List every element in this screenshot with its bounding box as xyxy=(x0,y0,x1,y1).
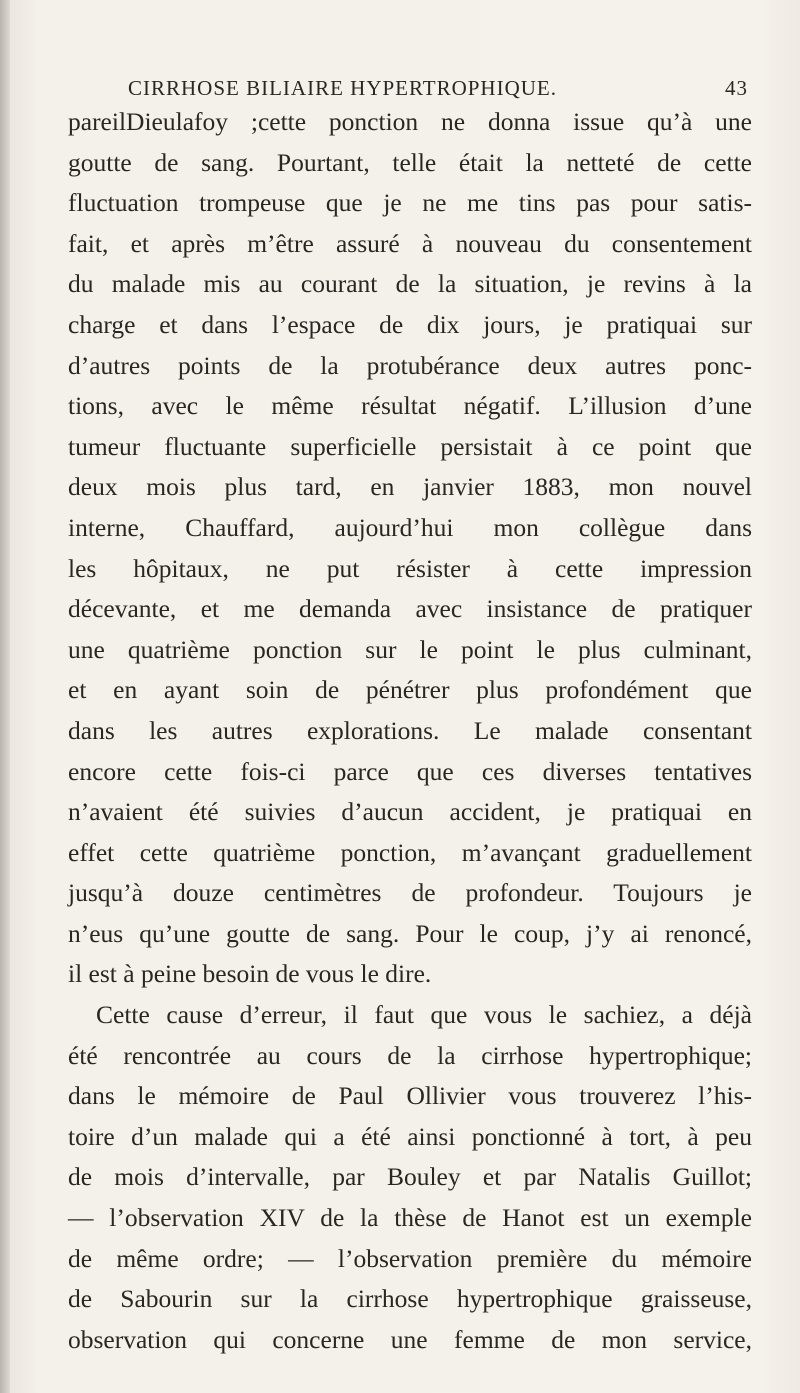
text-line: les hôpitaux, ne put résister à cette impression xyxy=(68,553,752,583)
text-line: deux mois plus tard, en janvier 1883, mon nouvel xyxy=(68,472,752,502)
text-line: et en ayant soin de pénétrer plus profondément que xyxy=(68,675,752,705)
text-line: toire d’un malade qui a été ainsi ponctionné à tort, à peu xyxy=(68,1121,752,1151)
text-line: pareilDieulafoy ;cette ponction ne donna issue qu’à une xyxy=(68,107,752,136)
paragraph-start-line: Cette cause d’erreur, il faut que vous le sachiez, a déjà xyxy=(96,1000,752,1030)
text-line: décevante, et me demanda avec insistance de pratiquer xyxy=(68,594,752,624)
text-line: d’autres points de la protubérance deux autres ponc- xyxy=(68,350,752,380)
text-line: de même ordre; — l’observation première du mémoire xyxy=(68,1243,752,1273)
text-line: été rencontrée au cours de la cirrhose hypertrophique; xyxy=(68,1040,752,1070)
text-line: dans les autres explorations. Le malade consentant xyxy=(68,715,752,745)
text-line: du malade mis au courant de la situation, je revins à la xyxy=(68,269,752,299)
text-line: de mois d’intervalle, par Bouley et par Natalis Guillot; xyxy=(68,1162,752,1192)
text-line: effet cette quatrième ponction, m’avançant graduellement xyxy=(68,837,752,867)
text-line: tumeur fluctuante superficielle persistait à ce point que xyxy=(68,431,752,461)
running-title: CIRRHOSE BILIAIRE HYPERTROPHIQUE. xyxy=(128,76,557,100)
text-line: fait, et après m’être assuré à nouveau du consentement xyxy=(68,228,752,258)
body-text xyxy=(68,102,752,1360)
text-line: — l’observation XIV de la thèse de Hanot est un exemple xyxy=(68,1203,752,1233)
text-line: dans le mémoire de Paul Ollivier vous trouverez l’his- xyxy=(68,1081,752,1111)
text-line: de Sabourin sur la cirrhose hypertrophique graisseuse, xyxy=(68,1284,752,1314)
text-line: interne, Chauffard, aujourd’hui mon collègue dans xyxy=(68,512,752,542)
text-line: fluctuation trompeuse que je ne me tins pas pour satis- xyxy=(68,188,752,218)
paragraph-end-line: il est à peine besoin de vous le dire. xyxy=(68,959,432,989)
page-gutter-shadow xyxy=(0,0,10,1393)
text-line: tions, avec le même résultat négatif. L’illusion d’une xyxy=(68,391,752,421)
text-line: charge et dans l’espace de dix jours, je pratiquai sur xyxy=(68,309,752,339)
text-line: jusqu’à douze centimètres de profondeur. Toujours je xyxy=(68,878,752,908)
text-line: observation qui concerne une femme de mon service, xyxy=(68,1324,752,1354)
page-number: 43 xyxy=(725,76,748,100)
text-line: une quatrième ponction sur le point le plus culminant, xyxy=(68,634,752,664)
text-line: goutte de sang. Pourtant, telle était la netteté de cette xyxy=(68,147,752,177)
text-line: n’avaient été suivies d’aucun accident, je pratiquai en xyxy=(68,797,752,827)
text-line: encore cette fois-ci parce que ces diverses tentatives xyxy=(68,756,752,786)
text-line: n’eus qu’une goutte de sang. Pour le coup, j’y ai renoncé, xyxy=(68,918,752,948)
